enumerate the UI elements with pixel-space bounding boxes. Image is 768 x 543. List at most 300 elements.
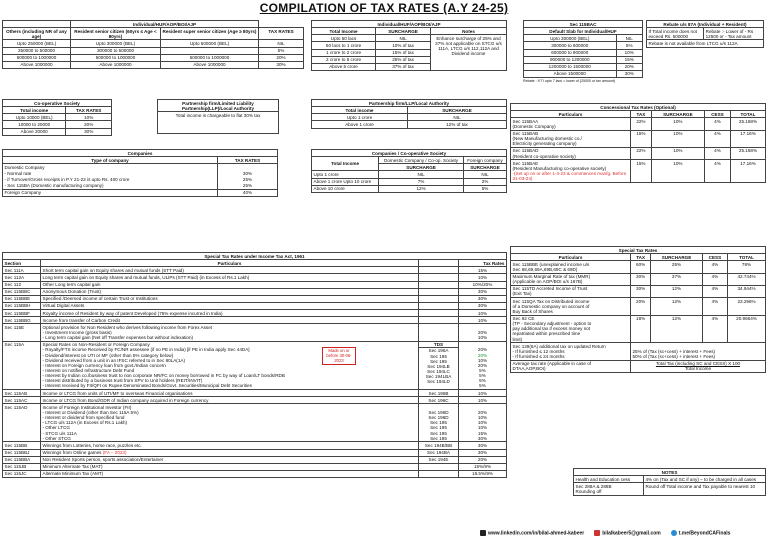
- rate-cell: [459, 295, 507, 302]
- tds-line: Sec 195: [430, 430, 447, 436]
- rate-line: 10%/20%: [472, 282, 493, 288]
- cell: Sec 288A & 288B Rounding off: [574, 483, 644, 495]
- particulars-line: - Interest by Indian co./business trust to non corporate NR/FC on money borrowed in FC by way of Loan/LT bonds/RDB: [42, 373, 285, 379]
- cell: Upto 300000 (BEL): [71, 40, 161, 47]
- particulars-line: - Dividend received from a unit in an IFSC referred to in Sec 80LA(1A): [42, 357, 185, 363]
- particulars-line: - Other STCG: [42, 435, 71, 441]
- particulars-line: Non Resident Sports person, sports association/Entertainer: [42, 457, 164, 463]
- section-cell: Sec 115AD: [3, 404, 41, 442]
- value-cell: 4%: [702, 315, 727, 343]
- value-cell: 15%: [631, 130, 652, 147]
- particulars-cell: [41, 449, 419, 456]
- value-cell: 20%: [631, 298, 651, 315]
- cell: Upto 1 crore: [312, 114, 408, 121]
- value-cell: 18%: [631, 315, 651, 343]
- table-row: [3, 442, 507, 449]
- cell: Upto 500000 (BEL): [161, 40, 259, 47]
- particulars-line: - Long term capital gain (Net off Transfer expenses but without indexation): [42, 335, 194, 341]
- table-row: [3, 295, 507, 302]
- particulars-line: - If furnished ≤ 24 months: [512, 354, 565, 360]
- table-row: [511, 273, 766, 285]
- rate-cell: [459, 324, 507, 341]
- col: SURCHARGE: [379, 164, 464, 171]
- rate-cell: [459, 449, 507, 456]
- particulars-line: Income or LTCG from units of UTI/MF to overseas Financial organisations: [42, 390, 193, 396]
- avg-values: [631, 360, 766, 372]
- cell: Above 1 crore: [312, 121, 408, 128]
- cell: Above 1000000: [3, 61, 71, 68]
- particulars-line: Sec 115BAA: [512, 118, 539, 124]
- particulars-cell: [41, 390, 419, 397]
- rate-line: 10%: [477, 425, 488, 431]
- section-cell: Sec 115BB: [3, 442, 41, 449]
- value-cell: 4%: [704, 130, 730, 147]
- value-cell: 4%: [704, 147, 730, 159]
- bac-sub: Default Slab for Individual/HUF: [524, 28, 643, 35]
- red-note: -(Set up on or after 1-4-23 & commences manfg. Before 31-03-24): [512, 171, 627, 182]
- particulars-line: (Exit Tax): [512, 291, 532, 297]
- particulars-cell: [41, 324, 419, 341]
- particulars-cell: [41, 456, 419, 463]
- cell: 30%: [259, 61, 304, 68]
- particulars-line: - Interest on notified Infrastructure Debt Fund: [42, 368, 135, 374]
- table-row: [3, 324, 507, 341]
- particulars-line: Sec 139(8A) additional tax on updated Return: [512, 343, 606, 349]
- tds-line: Sec 194LC: [427, 369, 450, 375]
- cell: [218, 164, 278, 171]
- cell: - Sec 115BA (Domestic manufacturing company): [3, 183, 218, 190]
- footer: [480, 530, 768, 537]
- section-cell: Sec 115BBA: [3, 456, 41, 463]
- particulars-line: - Interest or dividend from specified fund: [42, 415, 125, 421]
- cell: 10% of tax: [376, 42, 431, 49]
- rate-line: 18.5%/9%: [472, 471, 493, 477]
- rate-cell: [459, 267, 507, 274]
- avg-numerator: Total Tax (including SC and CESS) X 100: [655, 361, 741, 367]
- cell: Round off Total income and Tax payable to nearest 10: [644, 483, 766, 495]
- section-cell: Sec 111A: [3, 267, 41, 274]
- col: TAX RATES: [66, 107, 112, 114]
- cell: [161, 47, 259, 54]
- particulars-line: Sec 115BBE (unexplained income u/s: [512, 261, 590, 267]
- fa-2023-tag: (FA – 2023): [102, 450, 127, 455]
- cell: Health and Education cess: [574, 476, 644, 483]
- rate-line: 10%: [477, 397, 488, 403]
- tds-cell: [419, 317, 459, 324]
- tds-line: Sec 194B/BB: [424, 442, 453, 448]
- value-cell: 78%: [728, 261, 766, 273]
- cell: 20%: [66, 121, 112, 128]
- cell: 600000 to 900000: [524, 49, 617, 56]
- special-rates-head: Special Tax Rates: [511, 247, 766, 254]
- value-cell: 10%: [651, 147, 704, 159]
- table-row: [3, 449, 507, 456]
- tds-line: Sec 195: [430, 425, 447, 431]
- indiv-head: Individual/HUF/AOP/BOI/AJP: [71, 21, 259, 28]
- particulars-line: - Interest or Dividend (other than Sec 115A 5%): [42, 410, 139, 416]
- rate-cell: [459, 404, 507, 442]
- rate-line: 10%: [477, 335, 488, 341]
- table-row: [511, 343, 766, 360]
- particulars-line: - Dividend/Interest on UTI or MF (other than 5% category below): [42, 352, 174, 358]
- tds-cell: [419, 310, 459, 317]
- cell: Upto 50 lacs: [312, 35, 376, 42]
- col: Notes: [431, 28, 507, 35]
- mail-icon: [594, 530, 600, 536]
- linkedin-icon: [480, 530, 486, 536]
- rate-line: 20%: [477, 362, 488, 368]
- linkedin-link[interactable]: [480, 530, 584, 537]
- cell: 300000 to 500000: [71, 47, 161, 54]
- tds-line: Sec 194LBA: [425, 374, 452, 380]
- cell: 1200000 to 1500000: [524, 63, 617, 70]
- table-row: [511, 298, 766, 315]
- tds-cell: [419, 281, 459, 288]
- particulars-line: Sec 115QA Tax on Distributed income: [512, 298, 590, 304]
- avg-cell: [511, 360, 631, 372]
- table-row: [3, 310, 507, 317]
- table-row: [511, 261, 766, 273]
- value-cell: 4%: [702, 261, 727, 273]
- section-cell: Sec 115BBH: [3, 302, 41, 309]
- coop-head: Co-operative Society: [3, 100, 112, 107]
- col-particulars: Particulars: [41, 260, 419, 267]
- companies-table: [2, 149, 278, 197]
- particulars-line: Sec 115BAE: [512, 160, 539, 166]
- rate-cell: [459, 470, 507, 477]
- rate-line: 30%: [477, 450, 488, 455]
- surcharge-head: Individual/HUF/AOP/BOI/AJP: [312, 21, 507, 28]
- value-cell: 17.16%: [731, 160, 766, 183]
- tds-cell: [419, 470, 459, 477]
- tds-line: Sec 196D: [428, 410, 449, 416]
- rate-line: 30%: [477, 289, 488, 295]
- tds-cell: [419, 449, 459, 456]
- value-cell: 4%: [704, 118, 730, 130]
- cell: 7%: [379, 178, 464, 185]
- col: SURCHARGE: [651, 111, 704, 118]
- cell: 5%: [259, 47, 304, 54]
- table-row: [511, 130, 766, 147]
- particulars-cell: [41, 404, 419, 442]
- tds-cell: [419, 288, 459, 295]
- rate-line: 30%: [477, 303, 488, 309]
- rate-cell: [459, 302, 507, 309]
- cell: 5%: [616, 42, 643, 49]
- rate-line: 10%: [477, 317, 488, 323]
- cell: 10000 to 20000: [3, 121, 66, 128]
- telegram-icon: [671, 530, 677, 536]
- col: Particulars: [511, 254, 631, 261]
- table-row: [511, 147, 766, 159]
- cell: Above 1500000: [524, 70, 617, 77]
- telegram-text: t.me/BeyondCAFinals: [678, 530, 731, 537]
- rate-line: 20%: [477, 352, 488, 358]
- cell: 500000 to 1000000: [161, 54, 259, 61]
- table-row: [3, 470, 507, 477]
- table-row: [3, 281, 507, 288]
- value-cell: 4%: [702, 298, 727, 315]
- particulars-cell: [41, 310, 419, 317]
- cell: Above 10 crore: [312, 185, 379, 192]
- special-rates-table: [2, 252, 507, 478]
- value-cell: 12%: [651, 285, 703, 297]
- table-row: [3, 404, 507, 442]
- particulars-cell: [511, 298, 631, 315]
- tds-cell: [419, 404, 459, 442]
- particulars-line: - Interest on Foreign currency loan from govt./Indian concern: [42, 362, 166, 368]
- rate-line: 5%: [479, 373, 486, 379]
- particulars-cell: [511, 315, 631, 343]
- notes-head: NOTES: [574, 469, 766, 476]
- firm-surcharge-table: [311, 99, 507, 129]
- value-cell: 25.168%: [731, 118, 766, 130]
- cell: NIL: [376, 35, 431, 42]
- cell: Above 1000000: [161, 61, 259, 68]
- table-row: [511, 315, 766, 343]
- col: TAX RATES: [218, 157, 278, 164]
- bac-head: Sec 115BAC: [524, 21, 643, 28]
- cell: 25%: [218, 177, 278, 183]
- avg-denominator: Total Income: [684, 366, 712, 372]
- tds-line: Sec 194LD: [427, 379, 450, 385]
- rate-line: 20%: [477, 410, 488, 416]
- section-cell: Sec 115BBG: [3, 317, 41, 324]
- linkedin-text: www.linkedin.com/in/bilal-ahmed-kabeer: [488, 530, 585, 537]
- cell: 30%: [66, 128, 112, 135]
- col-tds: [419, 260, 459, 267]
- cell: 20%: [616, 63, 643, 70]
- col-super-senior: Resident super senior citizen (Age ≥ 80yrs): [161, 28, 259, 40]
- tds-cell: [419, 463, 459, 470]
- particulars-cell: [41, 281, 419, 288]
- cell: 900000 to 1200000: [524, 56, 617, 63]
- tds-cell: [419, 267, 459, 274]
- particulars-line: - LTCG u/s 112A (in Excess of Rs.1 Lakh): [42, 420, 128, 426]
- col: Particulars: [511, 111, 631, 118]
- value-cell: 4%: [704, 160, 730, 183]
- particulars-line: (Resident Manufacturing co-operative society): [512, 165, 607, 171]
- particulars-line: Sec 92 CE: [512, 316, 535, 322]
- page-title: COMPILATION OF TAX RATES (A.Y 24-25): [259, 1, 509, 15]
- cell: Upto 300000 (BEL): [524, 35, 617, 42]
- particulars-line: Buy Back of Shares: [512, 308, 553, 314]
- section-cell: Sec 115AC: [3, 397, 41, 404]
- value-cell: 60%: [631, 261, 651, 273]
- particulars-line: Special Rates on Non-Resident or Foreign Company: [42, 342, 150, 348]
- value-cell: 12%: [651, 315, 703, 343]
- value-cell: 42.744%: [728, 273, 766, 285]
- table-row: [3, 267, 507, 274]
- particulars-line: Alternate Minimum Tax (AMT): [42, 471, 104, 477]
- particulars-line: Sec 115BAB: [512, 131, 539, 137]
- cell: 20%: [259, 54, 304, 61]
- particulars-line: Sec 115BAD: [512, 148, 539, 154]
- particulars-cell: [511, 130, 631, 147]
- particulars-line: - If furnished ≤ 12 months: [512, 348, 565, 354]
- cell: 2 crore to 5 crore: [312, 56, 376, 63]
- cell: 10%: [616, 49, 643, 56]
- table-row: [3, 302, 507, 309]
- tds-line: Sec 194BA: [427, 450, 450, 455]
- individual-surcharge-table: [311, 20, 507, 71]
- value-cell: 22%: [631, 118, 652, 130]
- table-row: [511, 118, 766, 130]
- tds-line: Sec 195: [430, 358, 447, 364]
- section-cell: Sec 112: [3, 281, 41, 288]
- firm-head: Partnership firm/Limited Liability Partnership(LLP)/Local Authority: [158, 100, 279, 112]
- tds-label: TDS: [419, 342, 458, 348]
- cell: Upto 10000 (BEL): [3, 114, 66, 121]
- cell: Above 20000: [3, 128, 66, 135]
- rate-line: 30%: [477, 296, 488, 302]
- rate-line: 15%/9%: [473, 464, 492, 470]
- rate-line: 10%: [477, 415, 488, 421]
- cell: - if Turnover/Gross receipts in P.Y 21-22 is upto Rs. 400 crore: [3, 177, 218, 183]
- notes-table: [573, 468, 766, 496]
- particulars-line: limit): [512, 336, 523, 342]
- col: SURCHARGE: [651, 254, 703, 261]
- particulars-line: Winnings from Lotteries, horse race, puzzles etc.: [42, 442, 142, 448]
- cell: 15% of tax: [376, 49, 431, 56]
- col: Type of company: [3, 157, 218, 164]
- particulars-cell: [41, 470, 419, 477]
- particulars-line: (Applicable on AOP/BOI u/s 167B): [512, 279, 583, 285]
- particulars-cell: [511, 160, 631, 183]
- particulars-line: Other Long term capital gain: [42, 282, 101, 288]
- value-cell: 10%: [651, 118, 704, 130]
- particulars-line: pay additional tax if excess money not: [512, 326, 591, 332]
- email-link[interactable]: [594, 530, 661, 537]
- table-row: [511, 160, 766, 183]
- col-senior: Resident senior citizen (60yrs ≤ Age < 80yrs): [71, 28, 161, 40]
- cell: 50 lacs to 1 crore: [312, 42, 376, 49]
- value-cell: 4%: [702, 273, 727, 285]
- tds-cell: [419, 341, 459, 389]
- sec139-values: [631, 343, 766, 360]
- col-tax-rates: Tax Rates: [459, 260, 507, 267]
- special-tax-rates-right: [510, 246, 766, 373]
- rate-line: 10%: [477, 274, 488, 280]
- cell: 37% of tax: [376, 63, 431, 70]
- particulars-line: - STCG u/s 111A: [42, 430, 77, 436]
- sec139-cell: [511, 343, 631, 360]
- cell: NIL: [379, 171, 464, 178]
- table-row: [3, 288, 507, 295]
- tds-line: Sec 195: [430, 435, 447, 441]
- tds-line: Sec 194LB: [427, 363, 450, 369]
- table-row: [3, 463, 507, 470]
- value-cell: 4%: [702, 285, 727, 297]
- particulars-line: - Royalty/FTS income Received by FC/NR assessee (if no PE in India) [if PE in India apply Sec 44DA]: [42, 347, 250, 353]
- rebate-note: Rebate is not available from LTCG u/s 112A: [647, 40, 764, 47]
- table-row: [3, 397, 507, 404]
- col: CESS: [704, 111, 730, 118]
- cell: Above 1000000: [71, 61, 161, 68]
- particulars-line: Long term capital gain on Equity shares and mutual funds, ULIPs (STT Paid) (in Excess of Rs.1 Lakh): [42, 274, 250, 280]
- col: Domestic Company / Co-op. Society: [379, 157, 464, 164]
- cell: 1 crore to 2 crore: [312, 49, 376, 56]
- rate-cell: [459, 310, 507, 317]
- concessional-table: [510, 103, 766, 183]
- particulars-cell: [511, 285, 631, 297]
- firm-surcharge-head: Partnership firm/LLP/Local Authority: [312, 100, 507, 107]
- particulars-cell: [511, 273, 631, 285]
- col: SURCHARGE: [376, 28, 431, 35]
- particulars-cell: [41, 317, 419, 324]
- bac-rebate-note: Rebate : If TI upto 7 lacs = lower of (25000 or tax amount): [523, 79, 616, 84]
- col: Total Income: [312, 157, 379, 171]
- companies-head: Companies: [3, 150, 278, 157]
- particulars-line: Winnings from Online games (FA – 2023): [42, 450, 127, 455]
- particulars-line: Income of Foreign Institutional Investor (FII): [42, 404, 132, 410]
- surcharge-notes: Enhance surcharge of 25% and 37% not applicable on STCG u/s 111A, LTCG u/s 112,112A and Dividend income: [431, 35, 507, 71]
- cell: 25%: [218, 183, 278, 190]
- tds-line: Sec 195: [430, 420, 447, 426]
- rate-line: 10%: [477, 310, 488, 316]
- particulars-line: (New Manufacturing domestic co./: [512, 136, 582, 142]
- col-section: Section: [3, 260, 41, 267]
- rate-line: 15%: [477, 430, 488, 436]
- rate-line: 10%: [477, 357, 488, 363]
- particulars-line: of a Domestic company on account of: [512, 303, 590, 309]
- sec-115bac-table: [523, 20, 643, 83]
- cell: Upto 1 crore: [312, 171, 379, 178]
- particulars-line: Minimum Alternate Tax (MAT): [42, 464, 103, 470]
- rate-cell: [459, 456, 507, 463]
- particulars-line: - Other LTCG: [42, 425, 70, 431]
- rate-cell: [459, 463, 507, 470]
- cell: 5%: [464, 185, 507, 192]
- rate-line: 5%: [479, 383, 486, 389]
- col-others: Others (including NR of any age): [3, 28, 71, 40]
- tds-line: Sec 196D: [428, 415, 449, 421]
- tds-cell: [419, 397, 459, 404]
- particulars-line: (TP - Secondary adjustment - option to: [512, 321, 592, 327]
- telegram-link[interactable]: [671, 530, 731, 537]
- particulars-line: Maximum Marginal Rate of tax (MMR): [512, 274, 591, 280]
- col: TAX: [631, 254, 651, 261]
- tds-cell: [419, 442, 459, 449]
- cell: Domestic Company: [3, 164, 218, 171]
- cell: 2%: [464, 178, 507, 185]
- particulars-cell: [511, 147, 631, 159]
- note-made-on-before: Made on or before 30-06-2023: [322, 347, 356, 365]
- rebate-87a-table: [646, 20, 764, 48]
- rate-line: 5%: [479, 368, 486, 374]
- individual-slab-table: [2, 20, 304, 69]
- particulars-cell: [41, 341, 419, 389]
- particulars-cell: [511, 261, 631, 273]
- table-row: [3, 274, 507, 281]
- cell: 15%: [616, 56, 643, 63]
- cell: 12%: [379, 185, 464, 192]
- col: CESS: [702, 254, 727, 261]
- firm-table: [157, 99, 279, 134]
- cell: 500000 to 1000000: [71, 54, 161, 61]
- value-cell: 10%: [651, 130, 704, 147]
- section-cell: Sec 115A: [3, 341, 41, 389]
- tds-cell: [419, 295, 459, 302]
- cell: 4% on (Tax and SC if any) – to be charged in all cases: [644, 476, 766, 483]
- section-cell: Sec 112A: [3, 274, 41, 281]
- col: TAX: [631, 111, 652, 118]
- tds-cell: [419, 324, 459, 341]
- particulars-line: Income from transfer of Carbon Credit: [42, 317, 120, 323]
- rate-line: 10%: [477, 390, 488, 396]
- value-cell: 25.168%: [731, 147, 766, 159]
- cell: Foreign Company: [3, 189, 218, 196]
